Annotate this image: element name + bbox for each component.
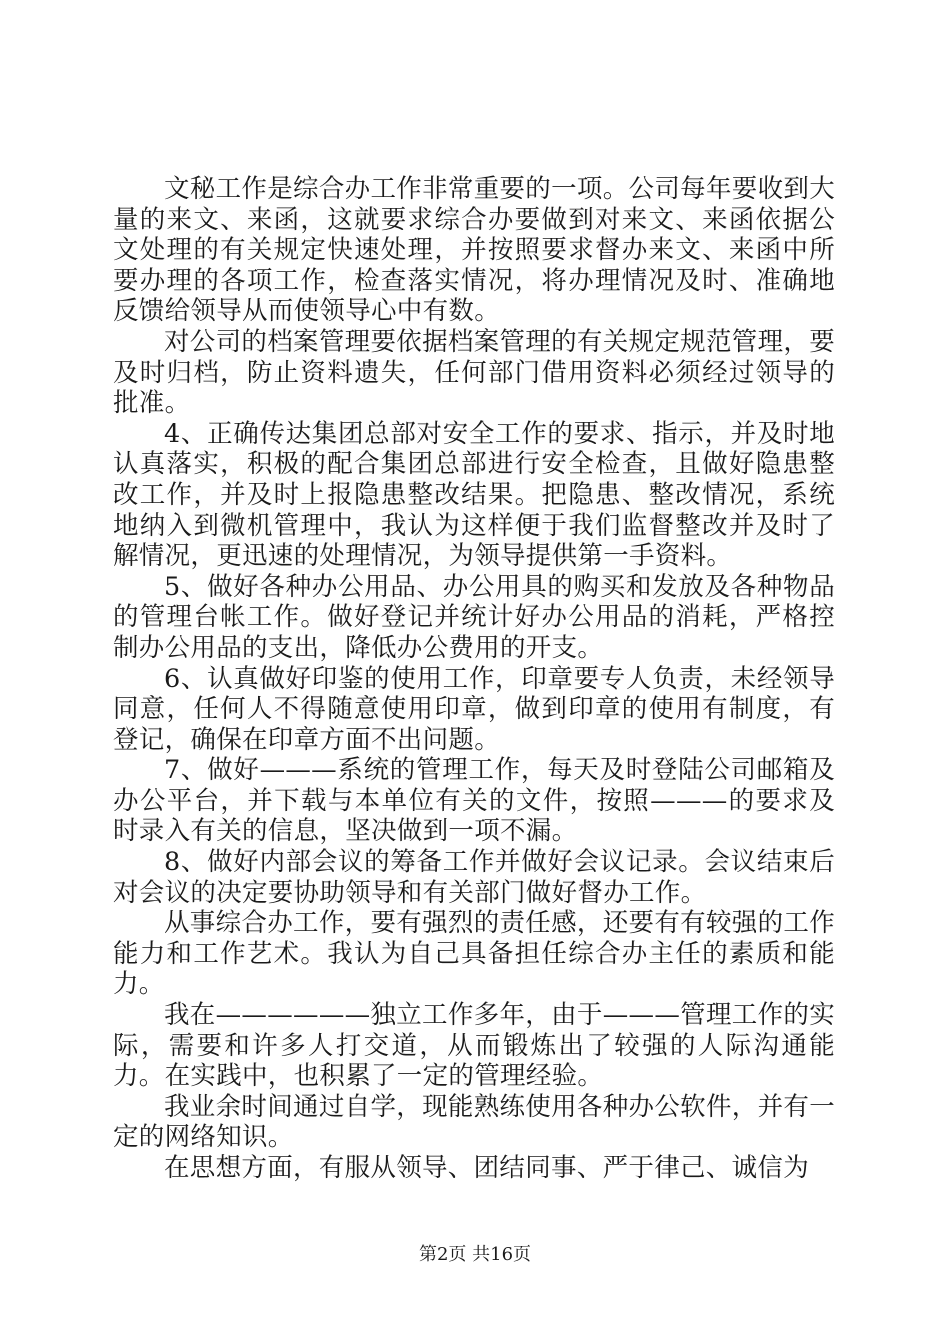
paragraph-secretarial-work: 文秘工作是综合办工作非常重要的一项。公司每年要收到大量的来文、来函，这就要求综合办要做到对来文、来函依据公文处理的有关规定快速处理，并按照要求督办来文、来函中所要办理的各项工作，检查落实情况，将办理情况及时、准确地反馈给领导从而使领导心中有数。 [113,174,835,327]
paragraph-experience: 我在——————独立工作多年，由于———管理工作的实际，需要和许多人打交道，从而锻炼出了较强的人际沟通能力。在实践中，也积累了一定的管理经验。 [113,1000,835,1092]
paragraph-responsibility: 从事综合办工作，要有强烈的责任感，还要有有较强的工作能力和工作艺术。我认为自己具备担任综合办主任的素质和能力。 [113,908,835,1000]
paragraph-archive-management: 对公司的档案管理要依据档案管理的有关规定规范管理，要及时归档，防止资料遗失，任何部门借用资料必须经过领导的批准。 [113,326,835,419]
paragraph-item-6-seals: 6、认真做好印鉴的使用工作，印章要专人负责，未经领导同意，任何人不得随意使用印章，做到印章的使用有制度，有登记，确保在印章方面不出问题。 [113,663,835,755]
paragraph-item-7-system: 7、做好———系统的管理工作，每天及时登陆公司邮箱及办公平台，并下载与本单位有关的文件，按照———的要求及时录入有关的信息，坚决做到一项不漏。 [113,755,835,847]
paragraph-item-8-meetings: 8、做好内部会议的筹备工作并做好会议记录。会议结束后对会议的决定要协助领导和有关部门做好督办工作。 [113,847,835,908]
paragraph-item-5-office-supplies: 5、做好各种办公用品、办公用具的购买和发放及各种物品的管理台帐工作。做好登记并统计好办公用品的消耗，严格控制办公用品的支出，降低办公费用的开支。 [113,571,835,663]
paragraph-ideology: 在思想方面，有服从领导、团结同事、严于律己、诚信为 [164,1153,810,1183]
page-number-footer: 第2页 共16页 [418,1244,532,1265]
paragraph-software-skills: 我业余时间通过自学，现能熟练使用各种办公软件，并有一定的网络知识。 [113,1091,835,1153]
document-body [113,174,835,1184]
paragraph-item-4-safety: 4、正确传达集团总部对安全工作的要求、指示，并及时地认真落实，积极的配合集团总部进行安全检查，且做好隐患整改工作，并及时上报隐患整改结果。把隐患、整改情况，系统地纳入到微机管理中，我认为这样便于我们监督整改并及时了解情况，更迅速的处理情况，为领导提供第一手资料。 [113,418,835,572]
